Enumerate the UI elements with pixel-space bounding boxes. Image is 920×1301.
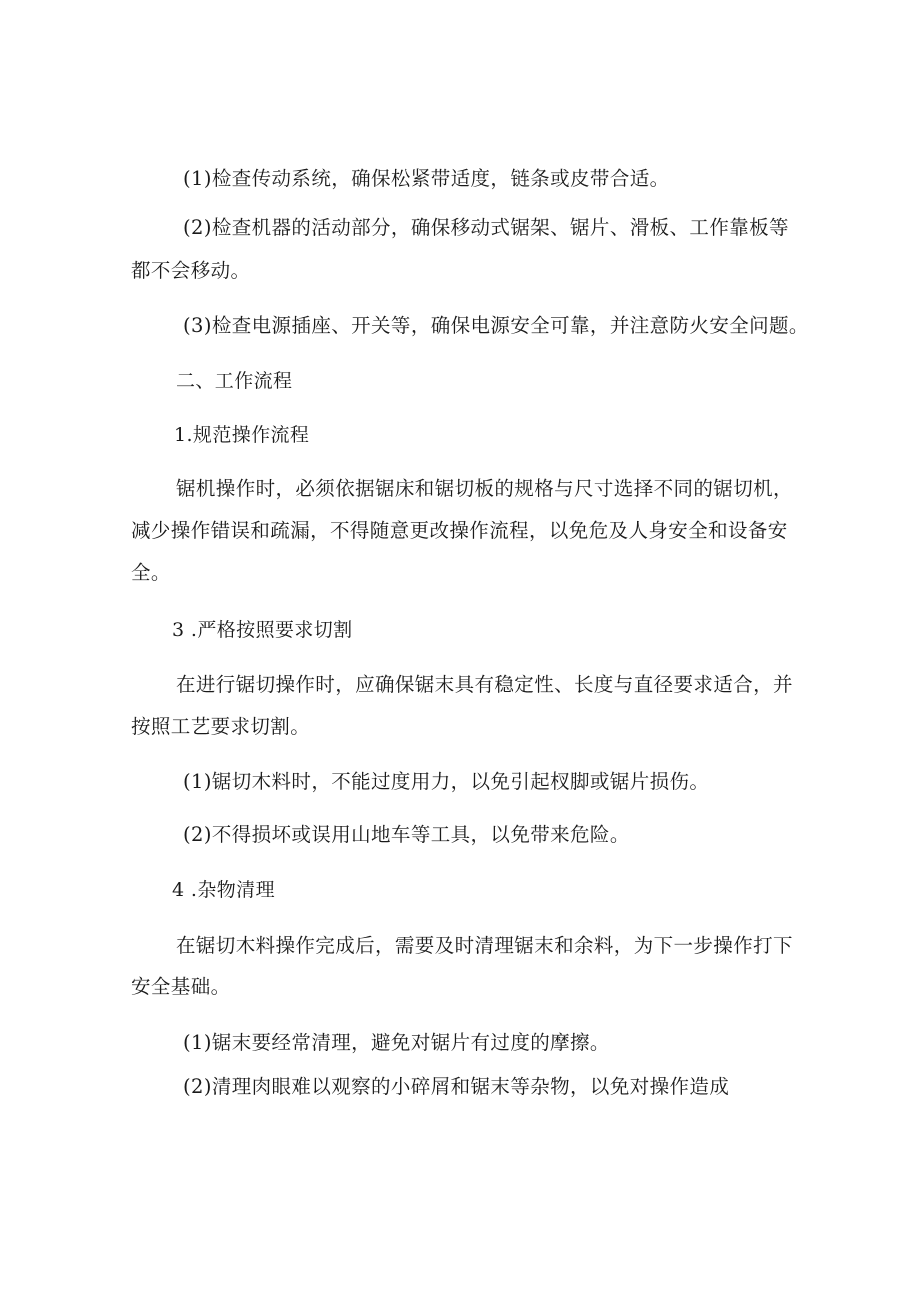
subsection-heading: 3 .严格按照要求切割 — [172, 619, 353, 641]
paragraph-line: 减少操作错误和疏漏，不得随意更改操作流程，以免危及人身安全和设备安 — [131, 519, 788, 542]
paragraph-line: 都不会移动。 — [131, 259, 251, 282]
section-heading: 二、工作流程 — [176, 370, 293, 392]
paragraph-line: (2)不得损坏或误用山地车等工具，以免带来危险。 — [183, 823, 630, 846]
paragraph-line: 全。 — [131, 561, 171, 584]
paragraph-line: (1)锯切木料时，不能过度用力，以免引起杈脚或锯片损伤。 — [183, 770, 710, 793]
paragraph-line: 安全基础。 — [131, 975, 231, 998]
paragraph-line: 在锯切木料操作完成后，需要及时清理锯末和余料，为下一步操作打下 — [176, 934, 793, 957]
paragraph-line: (3)检查电源插座、开关等，确保电源安全可靠，并注意防火安全问题。 — [183, 314, 809, 337]
paragraph-line: (1)锯末要经常清理，避免对锯片有过度的摩擦。 — [183, 1031, 610, 1054]
paragraph-line: 在进行锯切操作时，应确保锯末具有稳定性、长度与直径要求适合，并 — [176, 673, 793, 696]
paragraph-line: (1)检查传动系统，确保松紧带适度，链条或皮带合适。 — [183, 167, 670, 190]
subsection-heading: 1.规范操作流程 — [174, 424, 310, 446]
paragraph-line: 锯机操作时，必须依据锯床和锯切板的规格与尺寸选择不同的锯切机， — [176, 477, 793, 500]
subsection-heading: 4 .杂物清理 — [172, 879, 275, 901]
paragraph-line: 按照工艺要求切割。 — [131, 715, 311, 738]
paragraph-line: (2)清理肉眼难以观察的小碎屑和锯末等杂物，以免对操作造成 — [183, 1075, 730, 1098]
paragraph-line: (2)检查机器的活动部分，确保移动式锯架、锯片、滑板、工作靠板等 — [183, 216, 789, 239]
